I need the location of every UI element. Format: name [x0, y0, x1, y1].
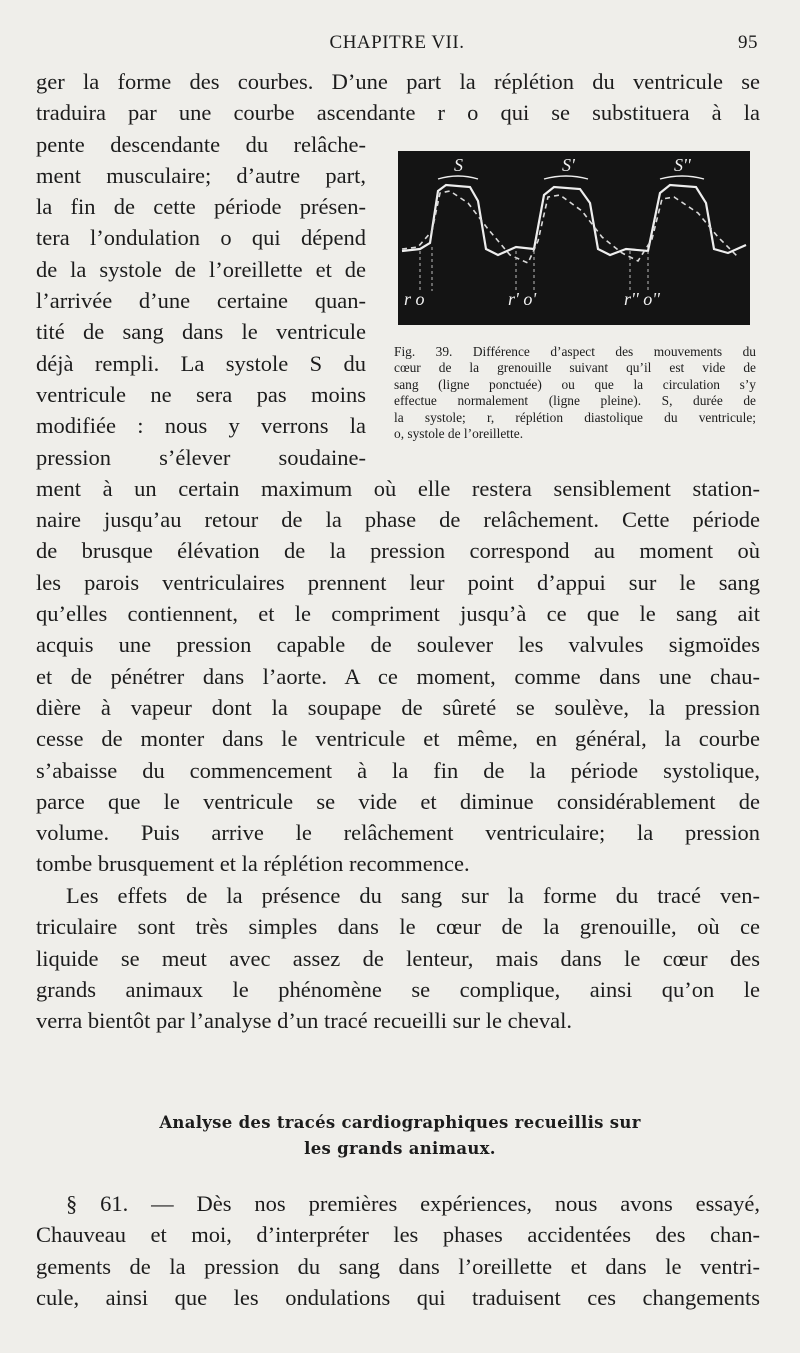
text-line: l’arrivée d’une certaine quan- [36, 288, 366, 314]
figure-caption [394, 344, 756, 442]
text-line: dière à vapeur dont la soupape de sûreté se soulève, la pression [36, 694, 760, 720]
section-heading-line-2: les grands animaux. [304, 1139, 496, 1158]
text-line: déjà rempli. La systole S du [36, 350, 366, 376]
text-line: acquis une pression capable de soulever les valvules sigmoïdes [36, 632, 760, 658]
text-line: modifiée : nous y verrons la [36, 413, 366, 439]
text-line: ment à un certain maximum où elle restera sensiblement station- [36, 475, 760, 501]
text-line: volume. Puis arrive le relâchement ventriculaire; la pression [36, 820, 760, 846]
chapter-title: CHAPITRE VII. [329, 32, 465, 53]
text-line: cesse de monter dans le ventricule et même, en général, la courbe [36, 726, 760, 752]
text-line: qu’elles contiennent, et le compriment jusqu’à ce que le sang ait [36, 601, 760, 627]
label-r-o-double-prime: r'' o'' [624, 289, 660, 309]
label-s-prime: S' [562, 155, 575, 175]
running-header [36, 30, 758, 60]
section-heading-line-1: Analyse des tracés cardiographiques recueillis sur [159, 1113, 641, 1132]
text-line: Chauveau et moi, d’interpréter les phases accidentées des chan- [36, 1222, 760, 1248]
caption-line: Fig. 39. Différence d’aspect des mouvements du [394, 344, 756, 359]
text-line: ment musculaire; d’autre part, [36, 162, 366, 188]
trace-graphic [398, 151, 750, 325]
text-line: naire jusqu’au retour de la phase de relâchement. Cette période [36, 507, 760, 533]
figure-cardiograph-trace [398, 151, 750, 325]
text-line: ventricule ne sera pas moins [36, 381, 366, 407]
text-line: Les effets de la présence du sang sur la forme du tracé ven- [66, 883, 760, 908]
text-line: liquide se meut avec assez de lenteur, mais dans le cœur des [36, 945, 760, 971]
label-r-o-prime: r' o' [508, 289, 537, 309]
label-s-double-prime: S'' [674, 155, 691, 175]
caption-line: sang (ligne ponctuée) ou que la circulation s’y [394, 376, 756, 392]
label-r-o: r o [404, 289, 425, 309]
text-line: et de pénétrer dans l’aorte. A ce moment, comme dans une chau- [36, 663, 760, 689]
label-s: S [454, 155, 463, 175]
caption-line: o, systole de l’oreillette. [394, 426, 524, 442]
text-line: de brusque élévation de la pression correspond au moment où [36, 538, 760, 564]
text-line: pression s’élever soudaine- [36, 444, 366, 470]
text-line: parce que le ventricule se vide et diminue considérablement de [36, 788, 760, 814]
paragraph-2 [36, 880, 760, 1036]
text-line: les parois ventriculaires prennent leur point d’appui sur le sang [36, 569, 760, 595]
text-line: pente descendante du relâche- [36, 131, 366, 157]
text-line: grands animaux le phénomène se complique, ainsi qu’on le [36, 976, 760, 1002]
text-line: cule, ainsi que les ondulations qui traduisent ces changements [36, 1284, 760, 1310]
text-line: tera l’ondulation o qui dépend [36, 225, 366, 251]
text-line: de la systole de l’oreillette et de [36, 256, 366, 282]
text-line: traduira par une courbe ascendante r o qui se substituera à la [36, 100, 760, 126]
text-line: la fin de cette période présen- [36, 194, 366, 220]
caption-line: la systole; r, réplétion diastolique du ventricule; [394, 409, 756, 425]
text-line: s’abaisse du commencement à la fin de la période systolique, [36, 757, 760, 783]
text-line: gements de la pression du sang dans l’oreillette et dans le ventri- [36, 1253, 760, 1279]
page-number: 95 [738, 32, 758, 53]
section-heading [60, 1110, 740, 1162]
paragraph-3 [36, 1188, 760, 1313]
text-line: verra bientôt par l’analyse d’un tracé recueilli sur le cheval. [36, 1008, 572, 1034]
text-line: ger la forme des courbes. D’une part la réplétion du ventricule se [36, 69, 760, 94]
caption-line: effectue normalement (ligne pleine). S, durée de [394, 393, 756, 409]
text-line: tité de sang dans le ventricule [36, 319, 366, 345]
text-line: tombe brusquement et la réplétion recommence. [36, 851, 470, 877]
text-line: triculaire sont très simples dans le cœur de la grenouille, où ce [36, 914, 760, 940]
caption-line: cœur de la grenouille suivant qu’il est vide de [394, 360, 756, 376]
text-line: § 61. — Dès nos premières expériences, nous avons essayé, [66, 1191, 760, 1216]
